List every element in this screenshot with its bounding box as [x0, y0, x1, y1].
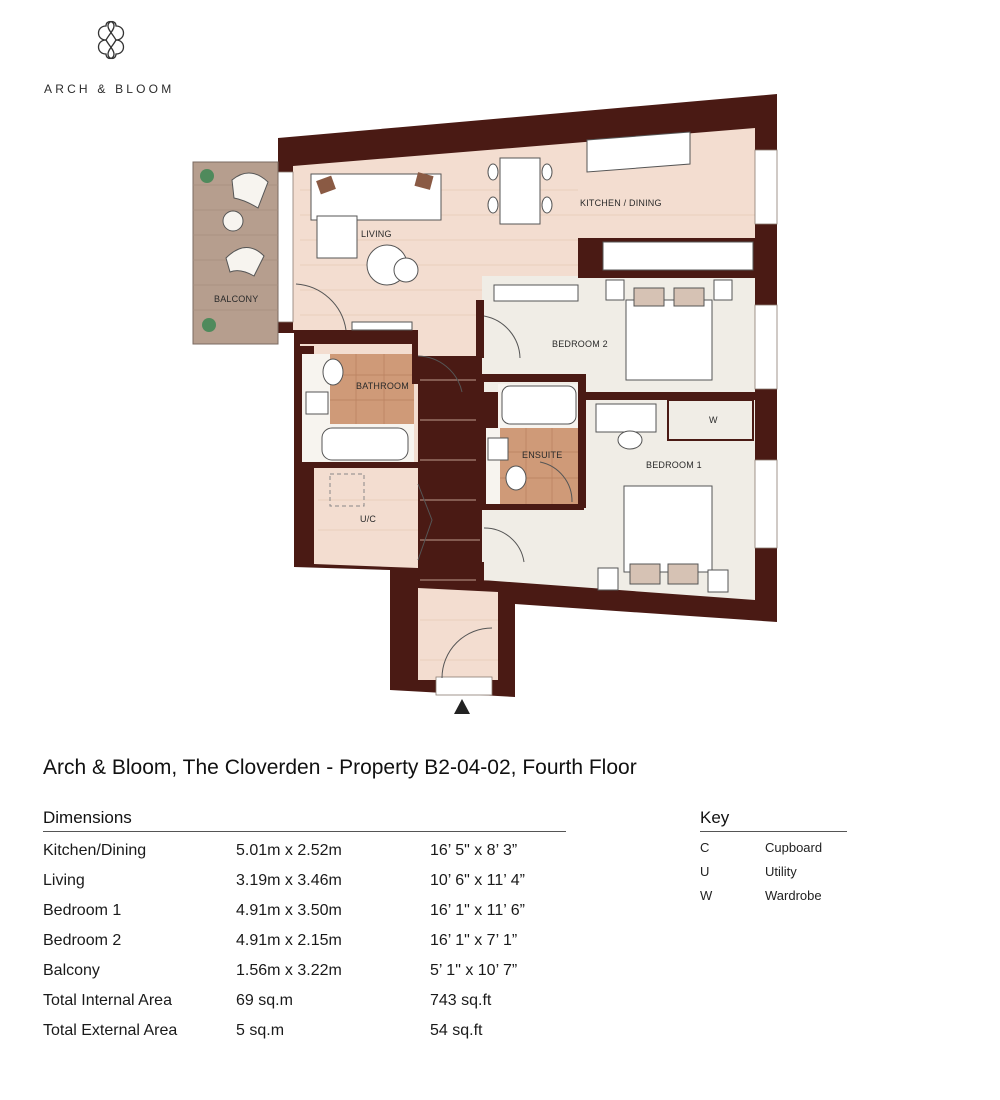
metric-size: 5 sq.m — [236, 1022, 285, 1039]
metric-size: 69 sq.m — [236, 992, 293, 1009]
imperial-size: 16’ 1" x 11’ 6” — [430, 902, 525, 919]
table-row — [43, 896, 570, 926]
table-row — [43, 986, 570, 1016]
table-row — [43, 956, 570, 986]
label-ensuite: ENSUITE — [522, 450, 563, 460]
key-code: C — [700, 839, 710, 855]
imperial-size: 5’ 1" x 10’ 7” — [430, 962, 518, 979]
label-uc: U/C — [360, 514, 377, 524]
key-row — [700, 883, 822, 907]
key-label: Cupboard — [765, 839, 823, 855]
metric-size: 1.56m x 3.22m — [236, 962, 342, 979]
table-row — [43, 1016, 570, 1046]
key-table — [700, 835, 822, 907]
label-wardrobe: W — [709, 415, 718, 425]
imperial-size: 16’ 1" x 7’ 1” — [430, 932, 518, 949]
entrance-arrow-icon — [454, 699, 470, 714]
label-living: LIVING — [361, 229, 392, 239]
property-title: Arch & Bloom, The Cloverden - Property B2-04-02, Fourth Floor — [43, 756, 637, 779]
key-row — [700, 835, 822, 859]
brand-name: ARCH & BLOOM — [44, 82, 175, 96]
key-label: Utility — [765, 863, 797, 879]
imperial-size: 16’ 5" x 8’ 3” — [430, 842, 518, 859]
dimensions-heading: Dimensions — [43, 808, 132, 827]
dimensions-divider — [43, 831, 566, 832]
imperial-size: 743 sq.ft — [430, 992, 492, 1009]
imperial-size: 54 sq.ft — [430, 1022, 483, 1039]
dimensions-table — [43, 836, 570, 1046]
key-label: Wardrobe — [765, 887, 822, 903]
metric-size: 4.91m x 2.15m — [236, 932, 342, 949]
room-name: Bedroom 1 — [43, 902, 122, 919]
key-heading: Key — [700, 808, 730, 827]
table-row — [43, 836, 570, 866]
room-name: Bedroom 2 — [43, 932, 122, 949]
key-code: W — [700, 887, 713, 903]
room-name: Balcony — [43, 962, 100, 979]
metric-size: 3.19m x 3.46m — [236, 872, 342, 889]
room-name: Total External Area — [43, 1022, 178, 1039]
room-name: Total Internal Area — [43, 992, 172, 1009]
metric-size: 4.91m x 3.50m — [236, 902, 342, 919]
table-row — [43, 926, 570, 956]
label-bathroom: BATHROOM — [356, 381, 409, 391]
key-divider — [700, 831, 847, 832]
metric-size: 5.01m x 2.52m — [236, 842, 342, 859]
label-kitchen-dining: KITCHEN / DINING — [580, 198, 662, 208]
label-bedroom1: BEDROOM 1 — [646, 460, 702, 470]
label-bedroom2: BEDROOM 2 — [552, 339, 608, 349]
imperial-size: 10’ 6" x 11’ 4” — [430, 872, 525, 889]
key-code: U — [700, 863, 710, 879]
label-balcony: BALCONY — [214, 294, 259, 304]
room-name: Living — [43, 872, 85, 889]
room-name: Kitchen/Dining — [43, 842, 147, 859]
table-row — [43, 866, 570, 896]
key-row — [700, 859, 822, 883]
